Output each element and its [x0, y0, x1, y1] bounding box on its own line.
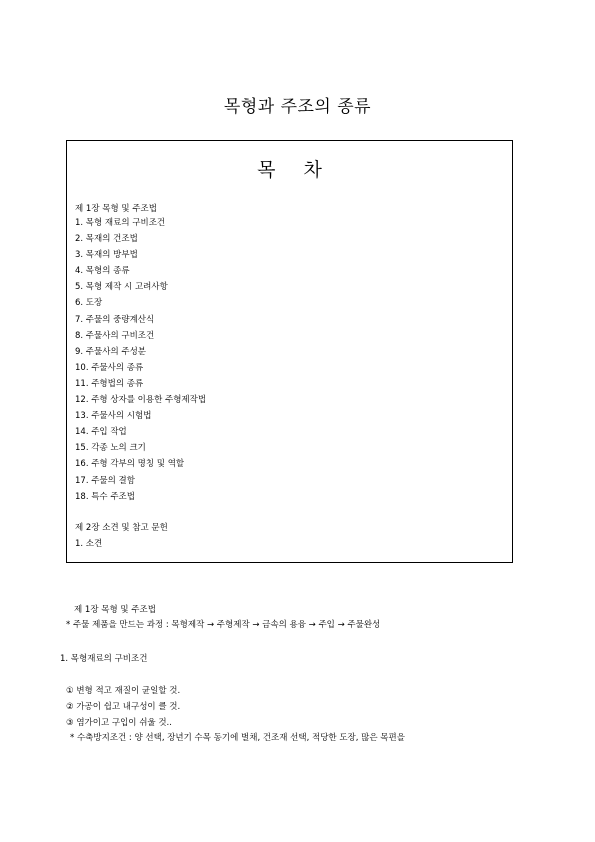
toc-item: 10. 주물사의 종류 [75, 362, 144, 373]
toc-item: 7. 주물의 중량계산식 [75, 314, 155, 325]
toc-item: 3. 목재의 방부법 [75, 250, 138, 261]
toc-item: 12. 주형 상자를 이용한 주형제작법 [75, 395, 207, 406]
condition-item: ① 변형 적고 재질이 균일할 것. [66, 686, 181, 696]
toc-item: 16. 주형 각부의 명칭 및 역할 [75, 459, 185, 470]
chapter-heading: 제 1장 목형 및 주조법 [74, 605, 156, 615]
page-title: 목형과 주조의 종류 [223, 97, 372, 117]
toc-item: 17. 주물의 결함 [75, 475, 135, 486]
toc-item: 4. 목형의 종류 [75, 266, 130, 277]
process-note: * 주물 제품을 만드는 과정 : 목형제작 → 주형제작 → 금속의 용융 → 주입 → 주물완성 [66, 620, 381, 630]
toc-item: 9. 주물사의 주성분 [75, 346, 146, 357]
condition-item: ③ 염가이고 구입이 쉬울 것.. [66, 718, 172, 728]
toc-item: 18. 특수 주조법 [75, 491, 135, 502]
toc-item: 15. 각종 노의 크기 [75, 443, 146, 454]
toc-list-chapter-2 [75, 536, 102, 552]
toc-heading: 목 차 [257, 159, 322, 181]
toc-item: 5. 목형 제작 시 고려사항 [75, 282, 168, 293]
toc-item: 14. 주입 작업 [75, 427, 127, 438]
toc-item: 6. 도장 [75, 298, 103, 309]
toc-item: 13. 주물사의 시험법 [75, 411, 152, 422]
section-heading: 1. 목형재료의 구비조건 [60, 654, 148, 664]
toc-chapter-1: 제 1장 목형 및 주조법 [75, 204, 157, 214]
toc-chapter-2: 제 2장 소견 및 참고 문헌 [75, 523, 168, 533]
toc-item: 8. 주물사의 구비조건 [75, 330, 155, 341]
shrink-prevention-note: * 수축방지조건 : 양 선택, 장년기 수목 동기에 벌채, 건조재 선택, 적당한 도장, 많은 목편을 [70, 733, 405, 743]
condition-item: ② 가공이 쉽고 내구성이 클 것. [66, 702, 181, 712]
table-of-contents [66, 140, 513, 563]
toc-item: 2. 목재의 건조법 [75, 234, 138, 245]
toc-item: 1. 목형 재료의 구비조건 [75, 218, 166, 228]
toc-item: 11. 주형법의 종류 [75, 378, 144, 389]
toc-list-chapter-1 [75, 215, 206, 505]
toc-item: 1. 소견 [75, 539, 103, 549]
